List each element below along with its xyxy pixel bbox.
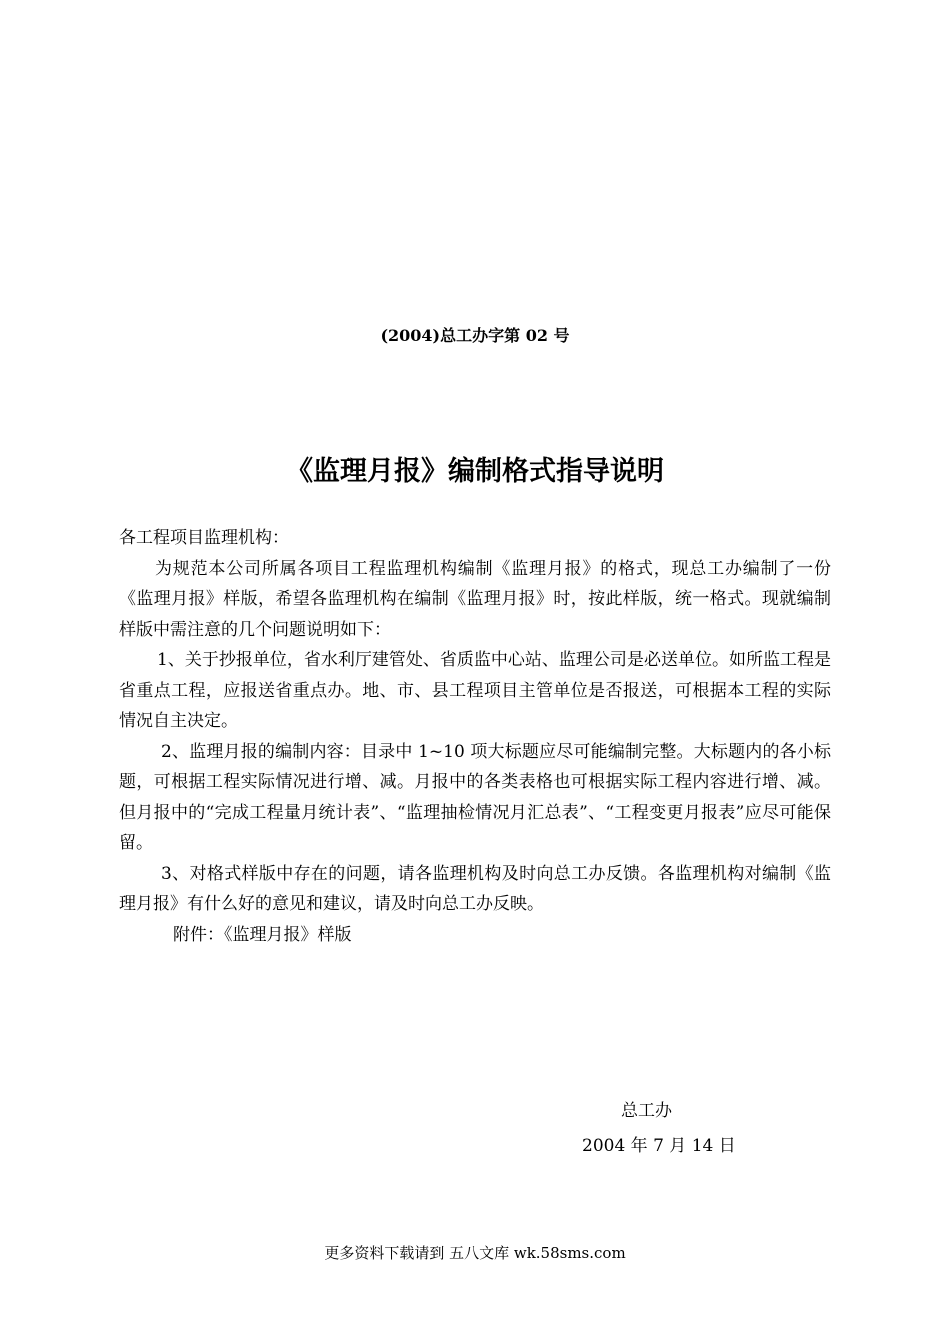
document-number: (2004)总工办字第 02 号 [380,326,570,345]
intro-paragraph: 为规范本公司所属各项目工程监理机构编制《监理月报》的格式，现总工办编制了一份《监理月报》样版，希望各监理机构在编制《监理月报》时，按此样版，统一格式。现就编制样版中需注意的几个问题说明如下： [119,558,831,640]
attachment-line: 附件：《监理月报》样版 [173,924,352,945]
salutation: 各工程项目监理机构： [119,528,289,548]
document-body [119,523,831,950]
item-1-paragraph: 1、关于抄报单位，省水利厅建管处、省质监中心站、监理公司是必送单位。如所监工程是省重点工程，应报送省重点办。地、市、县工程项目主管单位是否报送，可根据本工程的实际情况自主决定。 [119,650,831,731]
item-2-paragraph: 2、监理月报的编制内容：目录中 1~10 项大标题应尽可能编制完整。大标题内的各小标题，可根据工程实际情况进行增、减。月报中的各类表格也可根据实际工程内容进行增、减。但月报中的“完成工程量月统计表”、“监理抽检情况月汇总表”、“工程变更月报表”应尽可能保留。 [119,741,831,853]
item-3-paragraph: 3、对格式样版中存在的问题，请各监理机构及时向总工办反馈。各监理机构对编制《监理月报》有什么好的意见和建议，请及时向总工办反映。 [119,863,831,914]
document-title: 《监理月报》编制格式指导说明 [286,456,664,487]
signature-date: 2004 年 7 月 14 日 [582,1136,736,1156]
footer-note: 更多资料下载请到 五八文库 wk.58sms.com [324,1244,626,1262]
signature-department: 总工办 [621,1101,672,1121]
